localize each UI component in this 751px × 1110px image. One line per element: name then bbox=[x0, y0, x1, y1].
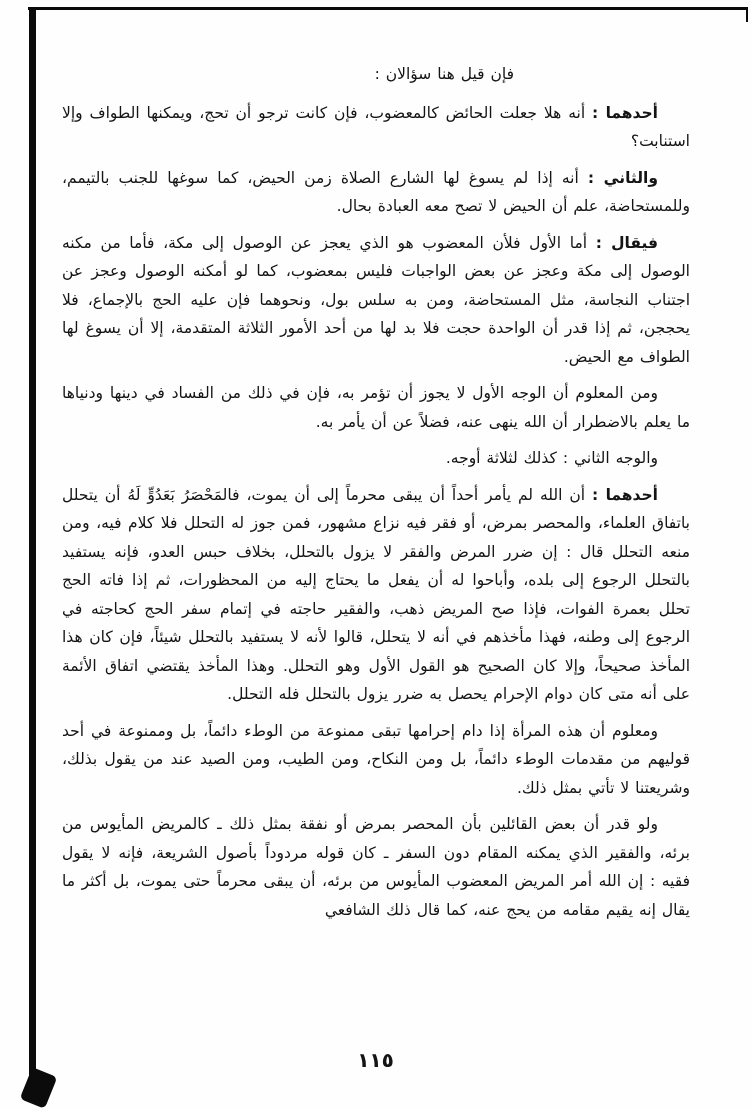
paragraph-lead: والثاني : bbox=[587, 168, 658, 187]
paragraph bbox=[62, 99, 690, 156]
paragraph-lead: فيقال : bbox=[595, 233, 659, 252]
page-number: ١١٥ bbox=[357, 1048, 394, 1072]
paragraph bbox=[62, 164, 690, 221]
page-content bbox=[62, 60, 690, 932]
paragraph-text: أن الله لم يأمر أحداً أن يبقى محرماً إلى أن يموت، فالمَحْصَرُ بَعَدُوٍّ لَهُ أن يتحلل باتفاق العلماء، والمحصر بمرض، أو فقر فيه نزاع مشهور، فمن جوز له التحلل فلا كلام فيه، ومن منعه التحلل قال : إن ضرر المرض والفقر لا يزول بالتحلل، بخلاف حبس العدو، فإنه يستفيد بالتحلل الرجوع إلى بلده، وأباحوا له أن يفعل ما يحتاج إليه من المحظورات، ثم إذا فاته الحج تحلل بعمرة الفوات، فإذا صح المريض ذهب، والفقير حاجته في إتمام سفر الحج كحاجته في الرجوع إلى وطنه، فهذا مأخذهم في أنه لا يتحلل، قالوا لأنه لا يستفيد بالتحلل شيئاً، فإن كان هذا المأخذ صحيحاً، وإلا كان الصحيح هو القول الأول وهو التحلل. وهذا المأخذ يقتضي اتفاق الأئمة على أنه متى كان دوام الإحرام يحصل به ضرر يزول بالتحلل فله التحلل. bbox=[62, 485, 690, 703]
paragraph bbox=[62, 444, 690, 473]
paragraph-intro bbox=[62, 60, 690, 89]
paragraph bbox=[62, 379, 690, 436]
paragraph bbox=[62, 810, 690, 924]
paragraph-text: أنه إذا لم يسوغ لها الشارع الصلاة زمن الحيض، كما سوغها للجنب بالتيمم، وللمستحاضة، علم أن الحيض لا تصح معه العبادة بحال. bbox=[62, 168, 690, 215]
paragraph-text: ومن المعلوم أن الوجه الأول لا يجوز أن تؤمر به، فإن في ذلك من الفساد في دينها ودنياها ما يعلم بالاضطرار أن الله ينهى عنه، فضلاً عن أن يأمر به. bbox=[62, 384, 690, 431]
paragraph bbox=[62, 717, 690, 803]
paragraph-lead: أحدهما : bbox=[591, 485, 658, 504]
scan-artifact-bottom-left bbox=[20, 1067, 58, 1109]
scan-border-top-right-tick bbox=[746, 7, 748, 22]
scan-border-left bbox=[29, 7, 36, 1089]
paragraph-text: فإن قيل هنا سؤالان : bbox=[374, 65, 514, 83]
paragraph-text: والوجه الثاني : كذلك لثلاثة أوجه. bbox=[445, 449, 658, 467]
paragraph-text: ومعلوم أن هذه المرأة إذا دام إحرامها تبقى ممنوعة من الوطء دائماً، بل وممنوعة في أحد قوليهم من مقدمات الوطء دائماً، بل ومن النكاح، ومن الطيب، ومن الصيد عند من يقول بذلك، وشريعتنا لا تأتي بمثل ذلك. bbox=[62, 721, 690, 797]
paragraph-text: ولو قدر أن بعض القائلين بأن المحصر بمرض أو نفقة بمثل ذلك ـ كالمريض المأيوس من برئه، والفقير الذي يمكنه المقام دون السفر ـ كان قوله مردوداً بأصول الشريعة، فإنه لا يقول فقيه : إن الله أمر المريض المعضوب المأيوس من برئه، أن يبقى محرماً حتى يموت، بل أكثر ما يقال إنه يقيم مقامه من يحج عنه، كما قال ذلك الشافعي bbox=[62, 815, 690, 919]
paragraph bbox=[62, 229, 690, 372]
paragraph-text: أما الأول فلأن المعضوب هو الذي يعجز عن الوصول إلى مكة، فأما من مكنه الوصول إلى مكة وعجز عن بعض الواجبات فليس بمعضوب، كما لو أمكنه الوصول وعجز عن اجتناب النجاسة، مثل المستحاضة، ومن به سلس بول، ونحوهما فإن عليه الحج بالإجماع، فلا يحججن، ثم إذا قدر أن الواحدة حجت فلا بد لها من أحد الأمور الثلاثة المتقدمة، إلا أن يسوغ لها الطواف مع الحيض. bbox=[62, 233, 690, 366]
scan-border-top bbox=[28, 7, 748, 10]
paragraph-lead: أحدهما : bbox=[592, 103, 658, 122]
paragraph bbox=[62, 481, 690, 709]
paragraph-text: أنه هلا جعلت الحائض كالمعضوب، فإن كانت ترجو أن تحج، ويمكنها الطواف وإلا استنابت؟ bbox=[62, 103, 690, 150]
